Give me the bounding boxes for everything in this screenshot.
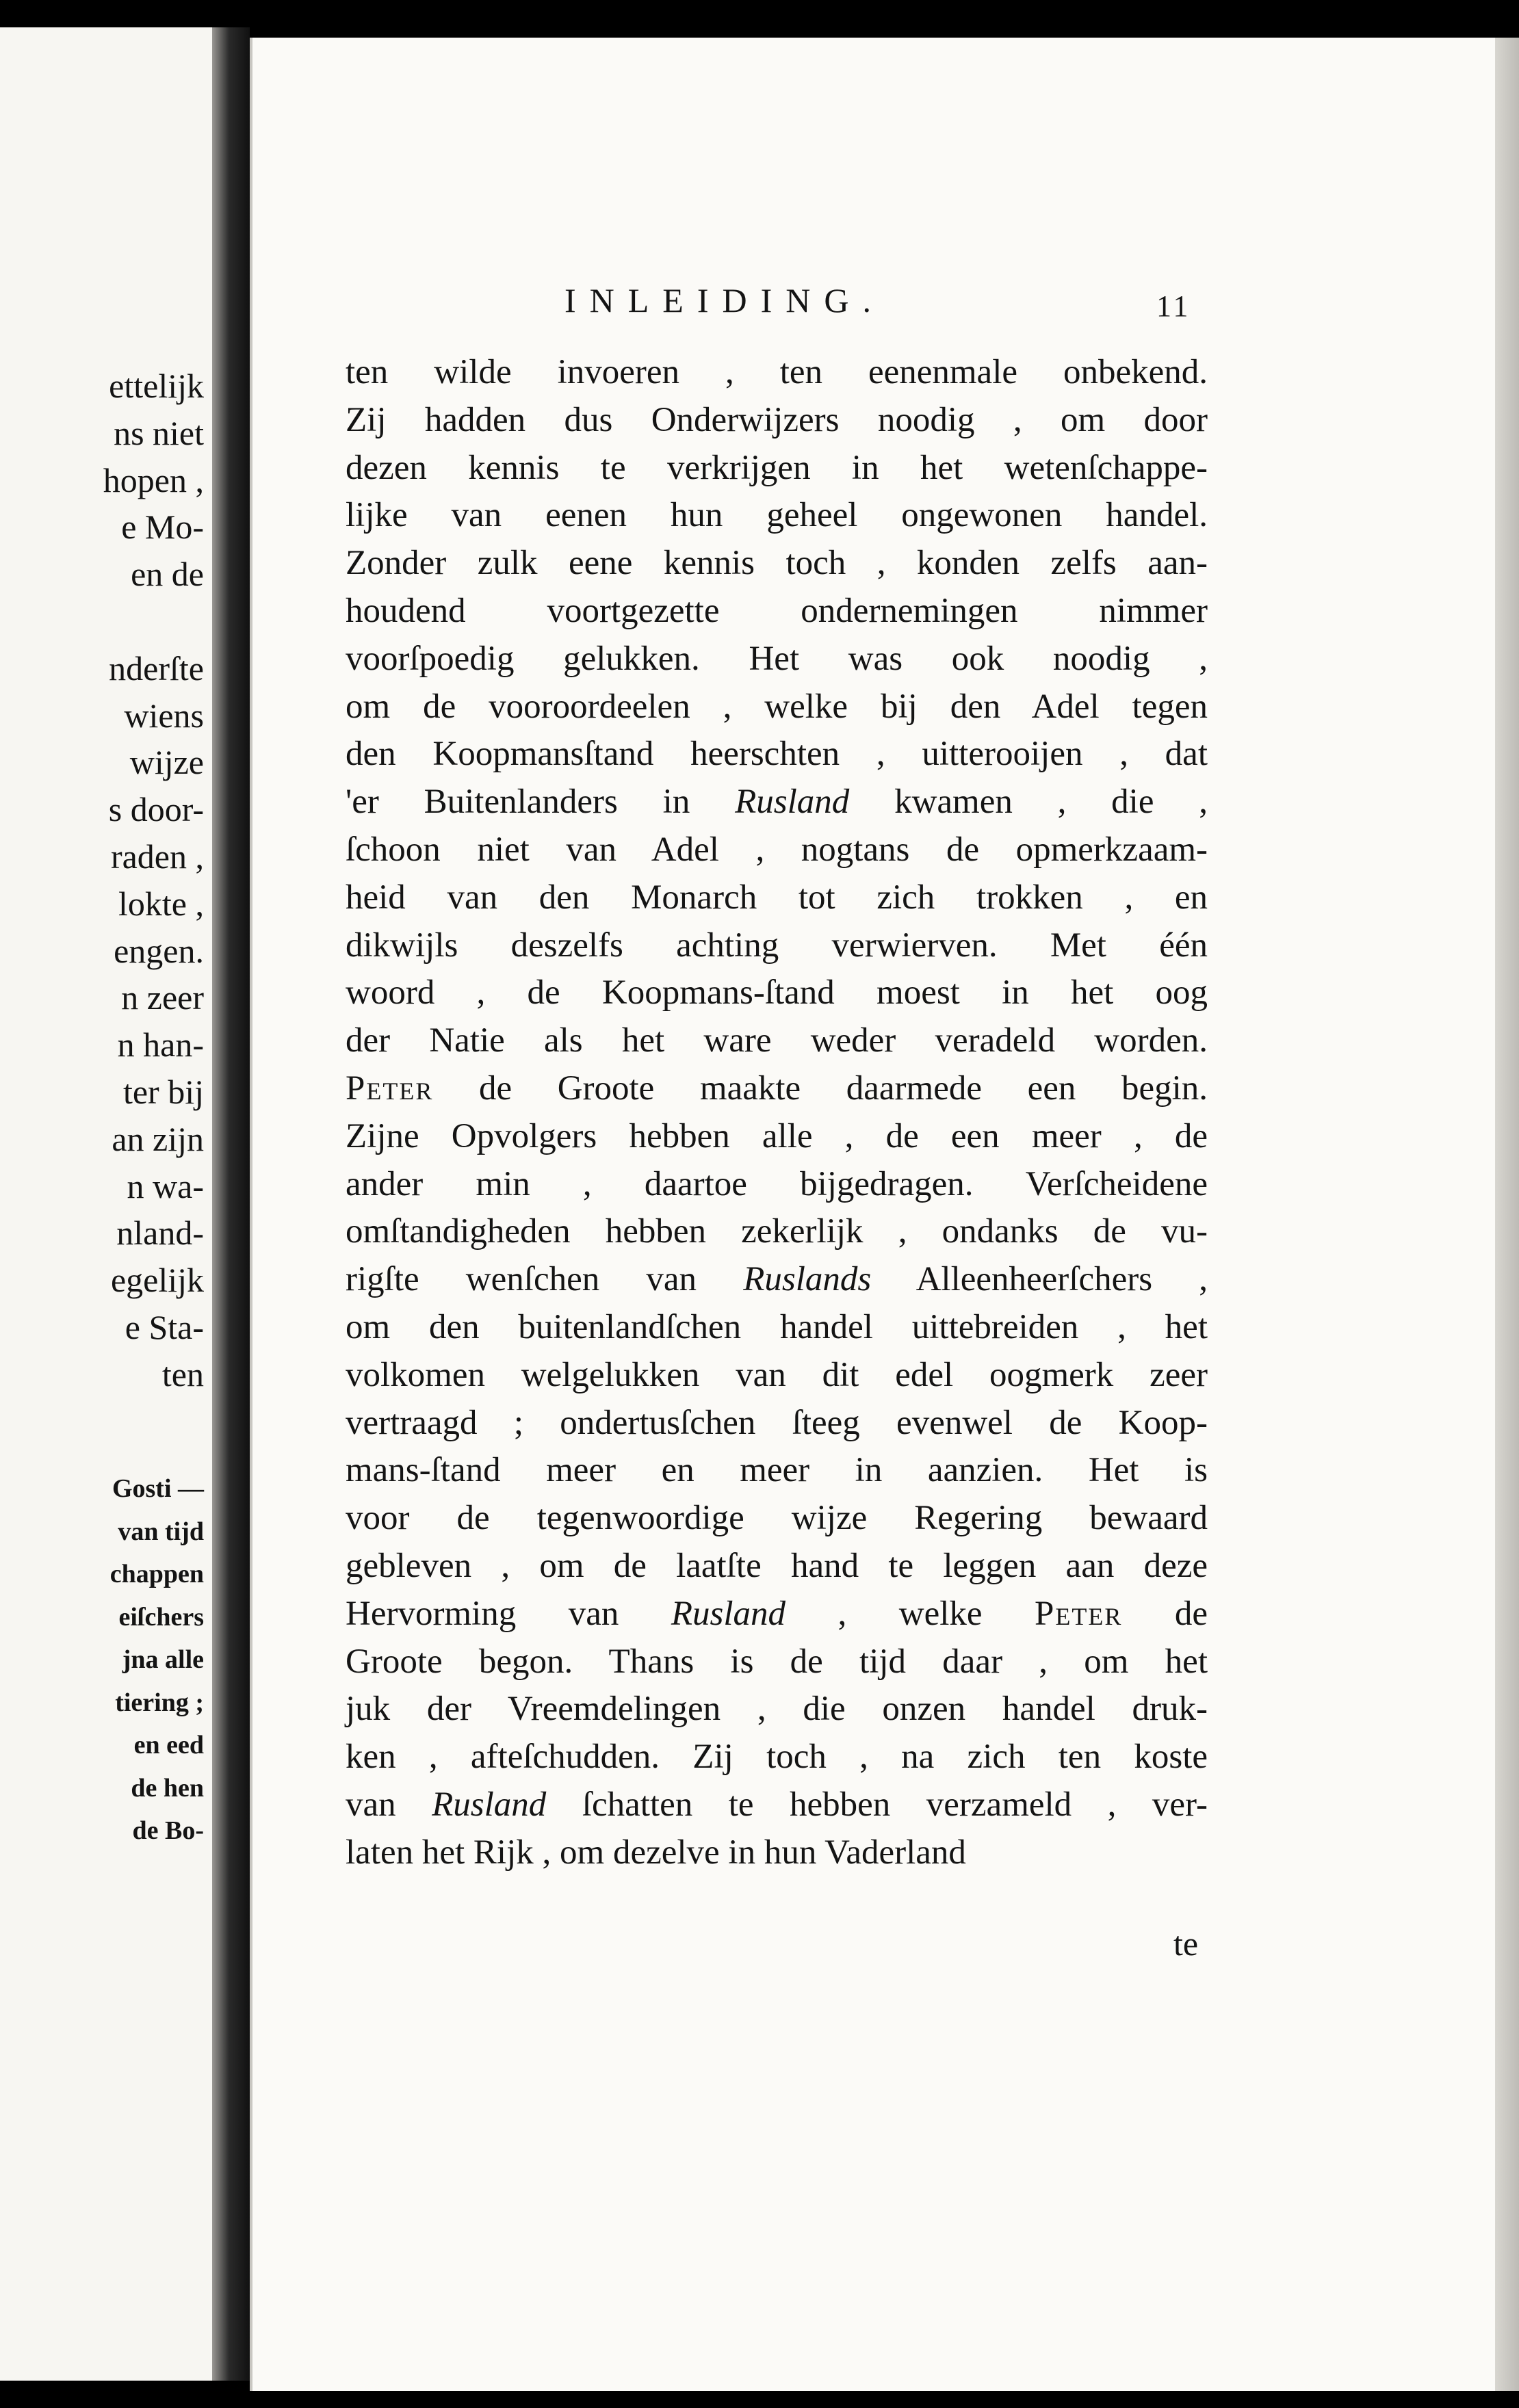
text-line (346, 1781, 1208, 1829)
text-segment: voor de tegenwoordige wijze Regering bewaard (346, 1499, 1208, 1538)
text-line (346, 731, 1208, 778)
left-page-line: engen. (114, 931, 204, 970)
left-page-line: nderſte (109, 649, 204, 688)
left-page-line: hopen , (103, 460, 204, 499)
text-line (346, 1638, 1208, 1686)
text-line (346, 778, 1208, 826)
left-page-footnote-line: jna alle (122, 1645, 204, 1674)
left-page-line: ettelijk (109, 367, 204, 405)
text-segment: om de vooroordeelen , welke bij den Adel tegen (346, 687, 1208, 726)
left-page-line: n wa- (127, 1166, 204, 1205)
text-segment: Alleenheerſchers , (871, 1260, 1208, 1299)
left-page-line: nland- (116, 1214, 204, 1253)
left-page-line: lokte , (118, 884, 204, 923)
left-page-line: ns niet (114, 413, 204, 452)
page-number: 11 (1156, 289, 1191, 323)
catchword: te (1173, 1924, 1199, 1963)
left-page-footnote-line: van tijd (118, 1517, 204, 1546)
text-line (346, 540, 1208, 588)
text-line (346, 1543, 1208, 1591)
text-segment: om den buitenlandſchen handel uittebreiden , het (346, 1307, 1208, 1346)
text-segment: mans-ſtand meer en meer in aanzien. Het is (346, 1451, 1208, 1490)
text-segment: kwamen , die , (849, 783, 1208, 822)
text-segment: ſchoon niet van Adel , nogtans de opmerkzaam- (346, 830, 1208, 869)
left-page-footnote-line: Gosti — (112, 1474, 204, 1503)
text-line (346, 1065, 1208, 1113)
small-caps-name: Peter (1035, 1594, 1123, 1633)
text-segment: ander min , daartoe bijgedragen. Verſcheidene (346, 1164, 1208, 1203)
text-segment: vertraagd ; ondertusſchen ſteeg evenwel de Koop- (346, 1403, 1208, 1442)
italic-name: Rusland (735, 783, 850, 822)
left-page-line: e Sta- (125, 1307, 204, 1346)
text-segment: de Groote maakte daarmede een begin. (433, 1069, 1208, 1108)
text-segment: de (1122, 1594, 1208, 1633)
left-page-line: n han- (117, 1025, 204, 1064)
text-segment: ten wilde invoeren , ten eenenmale onbekend. (346, 353, 1208, 391)
left-page-line: wiens (124, 696, 204, 735)
facing-page-left (0, 27, 212, 2381)
text-segment: juk der Vreemdelingen , die onzen handel druk- (346, 1690, 1208, 1729)
text-line (346, 922, 1208, 970)
text-line (346, 874, 1208, 922)
text-segment: heid van den Monarch tot zich trokken , en (346, 878, 1208, 917)
text-segment: voorſpoedig gelukken. Het was ook noodig , (346, 639, 1208, 678)
text-line (346, 1352, 1208, 1400)
text-segment: Zij hadden dus Onderwijzers noodig , om door (346, 400, 1208, 439)
text-line (346, 1686, 1208, 1733)
italic-name: Ruslands (743, 1260, 872, 1299)
left-page-line: ter bij (122, 1072, 204, 1111)
text-segment: volkomen welgelukken van dit edel oogmerk zeer (346, 1355, 1208, 1394)
text-line (346, 1208, 1208, 1256)
left-page-line: n zeer (121, 978, 204, 1017)
left-page-line: wijze (129, 743, 204, 782)
text-segment: den Koopmansſtand heerschten , uitterooijen , dat (346, 735, 1208, 774)
text-segment: dikwijls deszelfs achting verwierven. Met één (346, 926, 1208, 965)
left-page-line: s door- (108, 790, 204, 829)
left-page-line: ten (161, 1354, 204, 1393)
left-page-footnote-line: de hen (131, 1773, 204, 1803)
text-segment: ſchatten te hebben verzameld , ver- (546, 1785, 1208, 1824)
small-caps-name: Peter (346, 1069, 434, 1108)
text-line (346, 1304, 1208, 1352)
text-segment: , welke (786, 1594, 1035, 1633)
text-line (346, 588, 1208, 636)
text-segment: rigſte wenſchen van (346, 1260, 744, 1299)
left-page-footnote-line: eiſchers (118, 1602, 204, 1632)
text-line (346, 826, 1208, 874)
left-page-footnote-line: en eed (133, 1731, 204, 1759)
text-segment: houdend voortgezette ondernemingen nimmer (346, 591, 1208, 630)
left-page-line: an zijn (112, 1119, 204, 1158)
left-page-text (0, 363, 204, 1398)
text-segment: lijke van eenen hun geheel ongewonen handel. (346, 496, 1208, 535)
text-line (346, 1829, 1208, 1877)
book-gutter (212, 27, 250, 2381)
text-segment: gebleven , om de laatſte hand te leggen aan deze (346, 1546, 1208, 1585)
text-line (346, 1161, 1208, 1209)
text-line (346, 1017, 1208, 1065)
text-line (346, 492, 1208, 540)
left-page-line: egelijk (110, 1261, 204, 1300)
text-line (346, 636, 1208, 683)
left-page-line (0, 598, 204, 645)
text-segment: Zonder zulk eene kennis toch , konden zelfs aan- (346, 544, 1208, 583)
text-line (346, 969, 1208, 1017)
left-page-footnote-line: chappen (109, 1560, 204, 1588)
italic-name: Rusland (671, 1594, 786, 1633)
italic-name: Rusland (432, 1785, 547, 1824)
text-segment: laten het Rijk , om dezelve in hun Vaderland (346, 1833, 966, 1872)
text-segment: dezen kennis te verkrijgen in het wetenſchappe- (346, 448, 1208, 487)
text-segment: 'er Buitenlanders in (346, 783, 736, 822)
text-line (346, 397, 1208, 445)
text-line (346, 445, 1208, 493)
text-segment: van (346, 1785, 432, 1824)
left-page-line: en de (131, 555, 204, 594)
left-page-line: e Mo- (121, 508, 204, 547)
body-text (346, 349, 1208, 1877)
text-segment: ken , afteſchudden. Zij toch , na zich ten koste (346, 1738, 1208, 1777)
text-line (346, 683, 1208, 731)
running-head: INLEIDING. (564, 281, 885, 319)
text-line (346, 349, 1208, 397)
text-segment: omſtandigheden hebben zekerlijk , ondanks de vu- (346, 1212, 1208, 1251)
left-page-footnote-line: tiering ; (115, 1688, 204, 1717)
left-page-footnote-line: de Bo- (132, 1816, 204, 1845)
text-line (346, 1447, 1208, 1495)
text-segment: Groote begon. Thans is de tijd daar , om het (346, 1642, 1208, 1681)
text-segment: der Natie als het ware weder veradeld worden. (346, 1021, 1208, 1060)
text-line (346, 1733, 1208, 1781)
left-page-line: raden , (110, 837, 204, 876)
text-line (346, 1113, 1208, 1161)
text-segment: Hervorming van (346, 1594, 671, 1633)
text-line (346, 1591, 1208, 1638)
text-segment: Zijne Opvolgers hebben alle , de een meer , de (346, 1116, 1208, 1155)
text-line (346, 1495, 1208, 1543)
text-line (346, 1400, 1208, 1448)
text-segment: woord , de Koopmans-ſtand moest in het oog (346, 973, 1208, 1012)
text-line (346, 1256, 1208, 1304)
left-page-footnotes (0, 1467, 204, 1853)
page-edge (1495, 38, 1519, 2391)
